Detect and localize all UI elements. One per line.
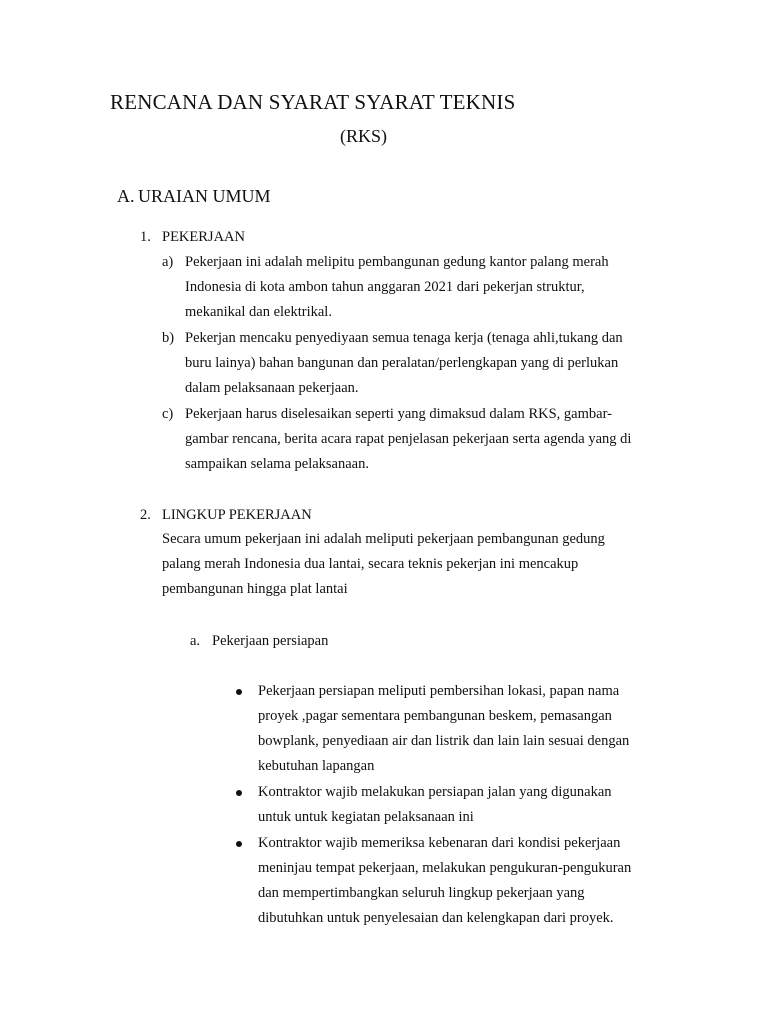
item-1a-line: mekanikal dan elektrikal. <box>185 304 332 320</box>
item-1a-line: Indonesia di kota ambon tahun anggaran 2021 dari pekerjan struktur, <box>185 279 585 295</box>
item-1-marker: 1. <box>140 229 151 245</box>
item-1c-line: gambar rencana, berita acara rapat penjelasan pekerjaan serta agenda yang di <box>185 431 632 447</box>
document-title: RENCANA DAN SYARAT SYARAT TEKNIS <box>110 90 516 114</box>
bullet-1-line: proyek ,pagar sementara pembangunan beskem, pemasangan <box>258 708 612 724</box>
item-2-paragraph-line: pembangunan hingga plat lantai <box>162 581 348 597</box>
bullet-3-line: meninjau tempat pekerjaan, melakukan pengukuran-pengukuran <box>258 860 632 876</box>
bullet-icon <box>236 790 242 796</box>
bullet-3-line: Kontraktor wajib memeriksa kebenaran dari kondisi pekerjaan <box>258 835 621 851</box>
item-1a-marker: a) <box>162 254 174 270</box>
item-1c-line: sampaikan selama pelaksanaan. <box>185 456 369 472</box>
bullet-2-line: untuk untuk kegiatan pelaksanaan ini <box>258 809 474 825</box>
bullet-1-line: kebutuhan lapangan <box>258 758 375 774</box>
bullet-3-line: dibutuhkan untuk penyelesaian dan kelengkapan dari proyek. <box>258 910 614 926</box>
item-1b-line: dalam pelaksanaan pekerjaan. <box>185 380 359 396</box>
section-a-heading: URAIAN UMUM <box>138 186 271 206</box>
section-a-marker: A. <box>117 186 135 206</box>
item-1b-marker: b) <box>162 330 175 346</box>
item-1b-line: Pekerjan mencaku penyediyaan semua tenaga kerja (tenaga ahli,tukang dan <box>185 330 623 346</box>
bullet-1-line: Pekerjaan persiapan meliputi pembersihan lokasi, papan nama <box>258 683 620 699</box>
item-1b-line: buru lainya) bahan bangunan dan peralatan/perlengkapan yang di perlukan <box>185 355 619 371</box>
bullet-2-line: Kontraktor wajib melakukan persiapan jalan yang digunakan <box>258 784 612 800</box>
item-2-paragraph-line: palang merah Indonesia dua lantai, secara teknis pekerjan ini mencakup <box>162 556 579 572</box>
item-2-marker: 2. <box>140 507 151 523</box>
bullet-icon <box>236 841 242 847</box>
bullet-icon <box>236 689 242 695</box>
document-subtitle: (RKS) <box>340 126 388 146</box>
item-2-paragraph-line: Secara umum pekerjaan ini adalah meliputi pekerjaan pembangunan gedung <box>162 531 605 547</box>
bullet-3-line: dan mempertimbangkan seluruh lingkup pekerjaan yang <box>258 885 585 901</box>
item-1a-line: Pekerjaan ini adalah melipitu pembangunan gedung kantor palang merah <box>185 254 609 270</box>
bullet-1-line: bowplank, penyediaan air dan listrik dan lain lain sesuai dengan <box>258 733 630 749</box>
item-2-heading: LINGKUP PEKERJAAN <box>162 507 312 523</box>
item-1c-marker: c) <box>162 406 174 422</box>
item-1c-line: Pekerjaan harus diselesaikan seperti yang dimaksud dalam RKS, gambar- <box>185 406 612 422</box>
item-1-heading: PEKERJAAN <box>162 229 245 245</box>
sub-a-heading: Pekerjaan persiapan <box>212 633 329 649</box>
sub-a-marker: a. <box>190 633 201 649</box>
